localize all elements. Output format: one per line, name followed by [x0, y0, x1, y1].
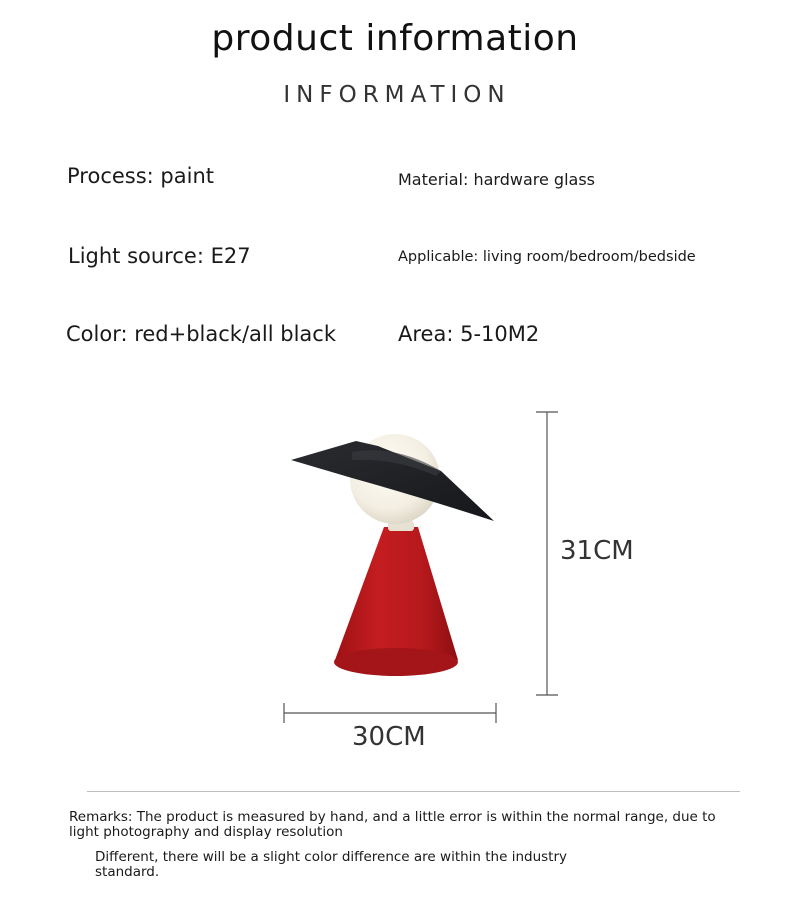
page-title: product information	[211, 18, 579, 59]
width-label: 30CM	[352, 722, 426, 752]
spec-process: Process: paint	[67, 164, 214, 188]
spec-light-source: Light source: E27	[68, 244, 251, 268]
divider	[87, 791, 740, 792]
page-subtitle: INFORMATION	[283, 82, 511, 108]
spec-material: Material: hardware glass	[398, 170, 595, 189]
remarks-line-2: Different, there will be a slight color difference are within the industry standard.	[95, 849, 568, 880]
remarks-line-1: Remarks: The product is measured by hand, and a little error is within the normal range, due to light photography and display resolution	[69, 809, 716, 840]
lamp-base	[335, 527, 458, 672]
height-dimension-line	[536, 412, 558, 695]
spec-color: Color: red+black/all black	[66, 322, 336, 346]
spec-applicable: Applicable: living room/bedroom/bedside	[398, 249, 696, 265]
width-dimension-line	[284, 703, 496, 723]
spec-area: Area: 5-10M2	[398, 322, 540, 346]
height-label: 31CM	[560, 536, 634, 566]
lamp-bulb	[350, 434, 440, 524]
lamp-shade	[291, 441, 494, 521]
lamp-image	[291, 434, 494, 676]
